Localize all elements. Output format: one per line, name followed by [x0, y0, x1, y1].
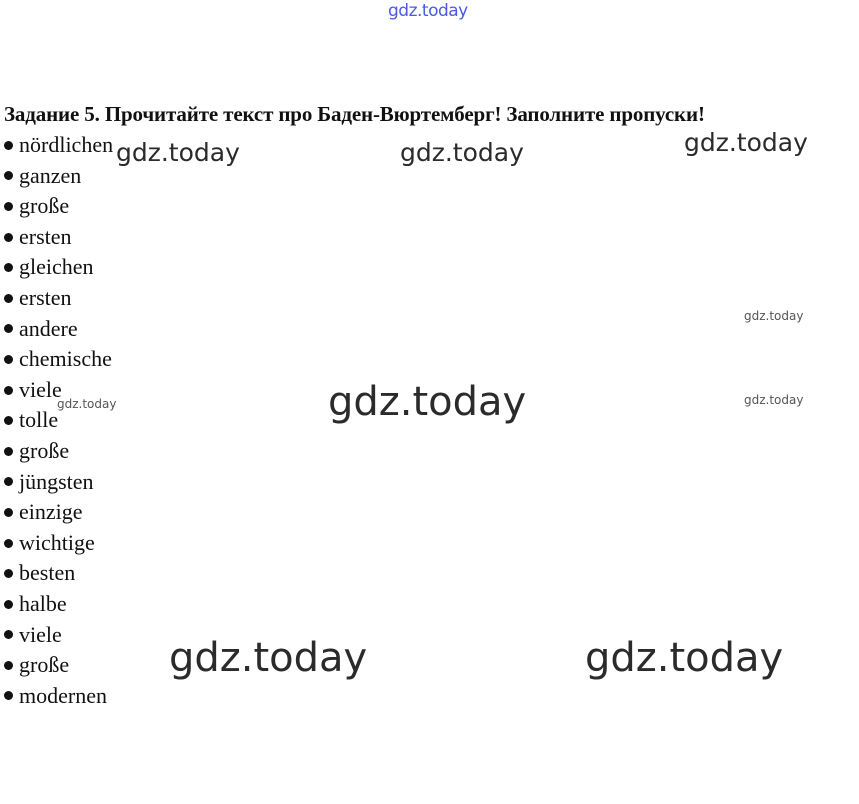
- list-item-text: besten: [19, 560, 76, 586]
- list-item: [4, 283, 113, 314]
- list-item: [4, 161, 113, 192]
- bullet-icon: [4, 477, 13, 486]
- bullet-icon: [4, 263, 13, 272]
- list-item-text: ganzen: [19, 162, 82, 188]
- list-item: [4, 436, 113, 467]
- bullet-icon: [4, 416, 13, 425]
- bullet-icon: [4, 294, 13, 303]
- watermark: gdz.today: [169, 635, 368, 681]
- list-item-text: modernen: [19, 682, 107, 708]
- list-item: [4, 314, 113, 345]
- list-item: [4, 467, 113, 498]
- bullet-icon: [4, 600, 13, 609]
- watermark: gdz.today: [744, 393, 804, 407]
- watermark: gdz.today: [328, 379, 527, 425]
- list-item: [4, 589, 113, 620]
- list-item-text: viele: [19, 376, 62, 402]
- list-item: [4, 222, 113, 253]
- list-item-text: ersten: [19, 284, 72, 310]
- watermark: gdz.today: [400, 138, 524, 167]
- watermark: gdz.today: [116, 138, 240, 167]
- list-item-text: große: [19, 437, 70, 463]
- list-item: [4, 681, 113, 712]
- list-item-text: nördlichen: [19, 132, 114, 157]
- list-item-text: wichtige: [19, 529, 95, 555]
- bullet-icon: [4, 508, 13, 517]
- list-item-text: tolle: [19, 407, 59, 433]
- bullet-icon: [4, 539, 13, 548]
- bullet-icon: [4, 324, 13, 333]
- list-item-text: große: [19, 652, 70, 678]
- list-item: [4, 252, 113, 283]
- list-item: [4, 650, 113, 681]
- list-item-text: jüngsten: [19, 468, 94, 494]
- list-item: [4, 558, 113, 589]
- watermark: gdz.today: [744, 309, 804, 323]
- watermark: gdz.today: [57, 397, 117, 411]
- bullet-icon: [4, 661, 13, 670]
- bullet-icon: [4, 386, 13, 395]
- bullet-icon: [4, 355, 13, 364]
- list-item-text: große: [19, 193, 70, 219]
- list-item-text: andere: [19, 315, 78, 341]
- list-item-text: gleichen: [19, 254, 94, 280]
- list-item: [4, 344, 113, 375]
- watermark: gdz.today: [585, 635, 784, 681]
- bullet-icon: [4, 630, 13, 639]
- list-item: [4, 130, 113, 161]
- bullet-icon: [4, 447, 13, 456]
- list-item: [4, 191, 113, 222]
- bullet-icon: [4, 171, 13, 180]
- bullet-icon: [4, 141, 13, 150]
- list-item: [4, 528, 113, 559]
- watermark-top: gdz.today: [388, 1, 468, 21]
- bullet-icon: [4, 569, 13, 578]
- list-item-text: viele: [19, 621, 62, 647]
- task-heading: Задание 5. Прочитайте текст про Баден-Вюртемберг! Заполните пропуски!: [4, 102, 705, 126]
- list-item: [4, 620, 113, 651]
- bullet-icon: [4, 202, 13, 211]
- bullet-icon: [4, 233, 13, 242]
- watermark: gdz.today: [684, 128, 808, 157]
- list-item-text: ersten: [19, 223, 72, 249]
- list-item: [4, 497, 113, 528]
- list-item-text: halbe: [19, 590, 67, 616]
- bullet-icon: [4, 691, 13, 700]
- list-item-text: chemische: [19, 346, 112, 372]
- word-list: [4, 130, 113, 711]
- list-item-text: einzige: [19, 499, 83, 525]
